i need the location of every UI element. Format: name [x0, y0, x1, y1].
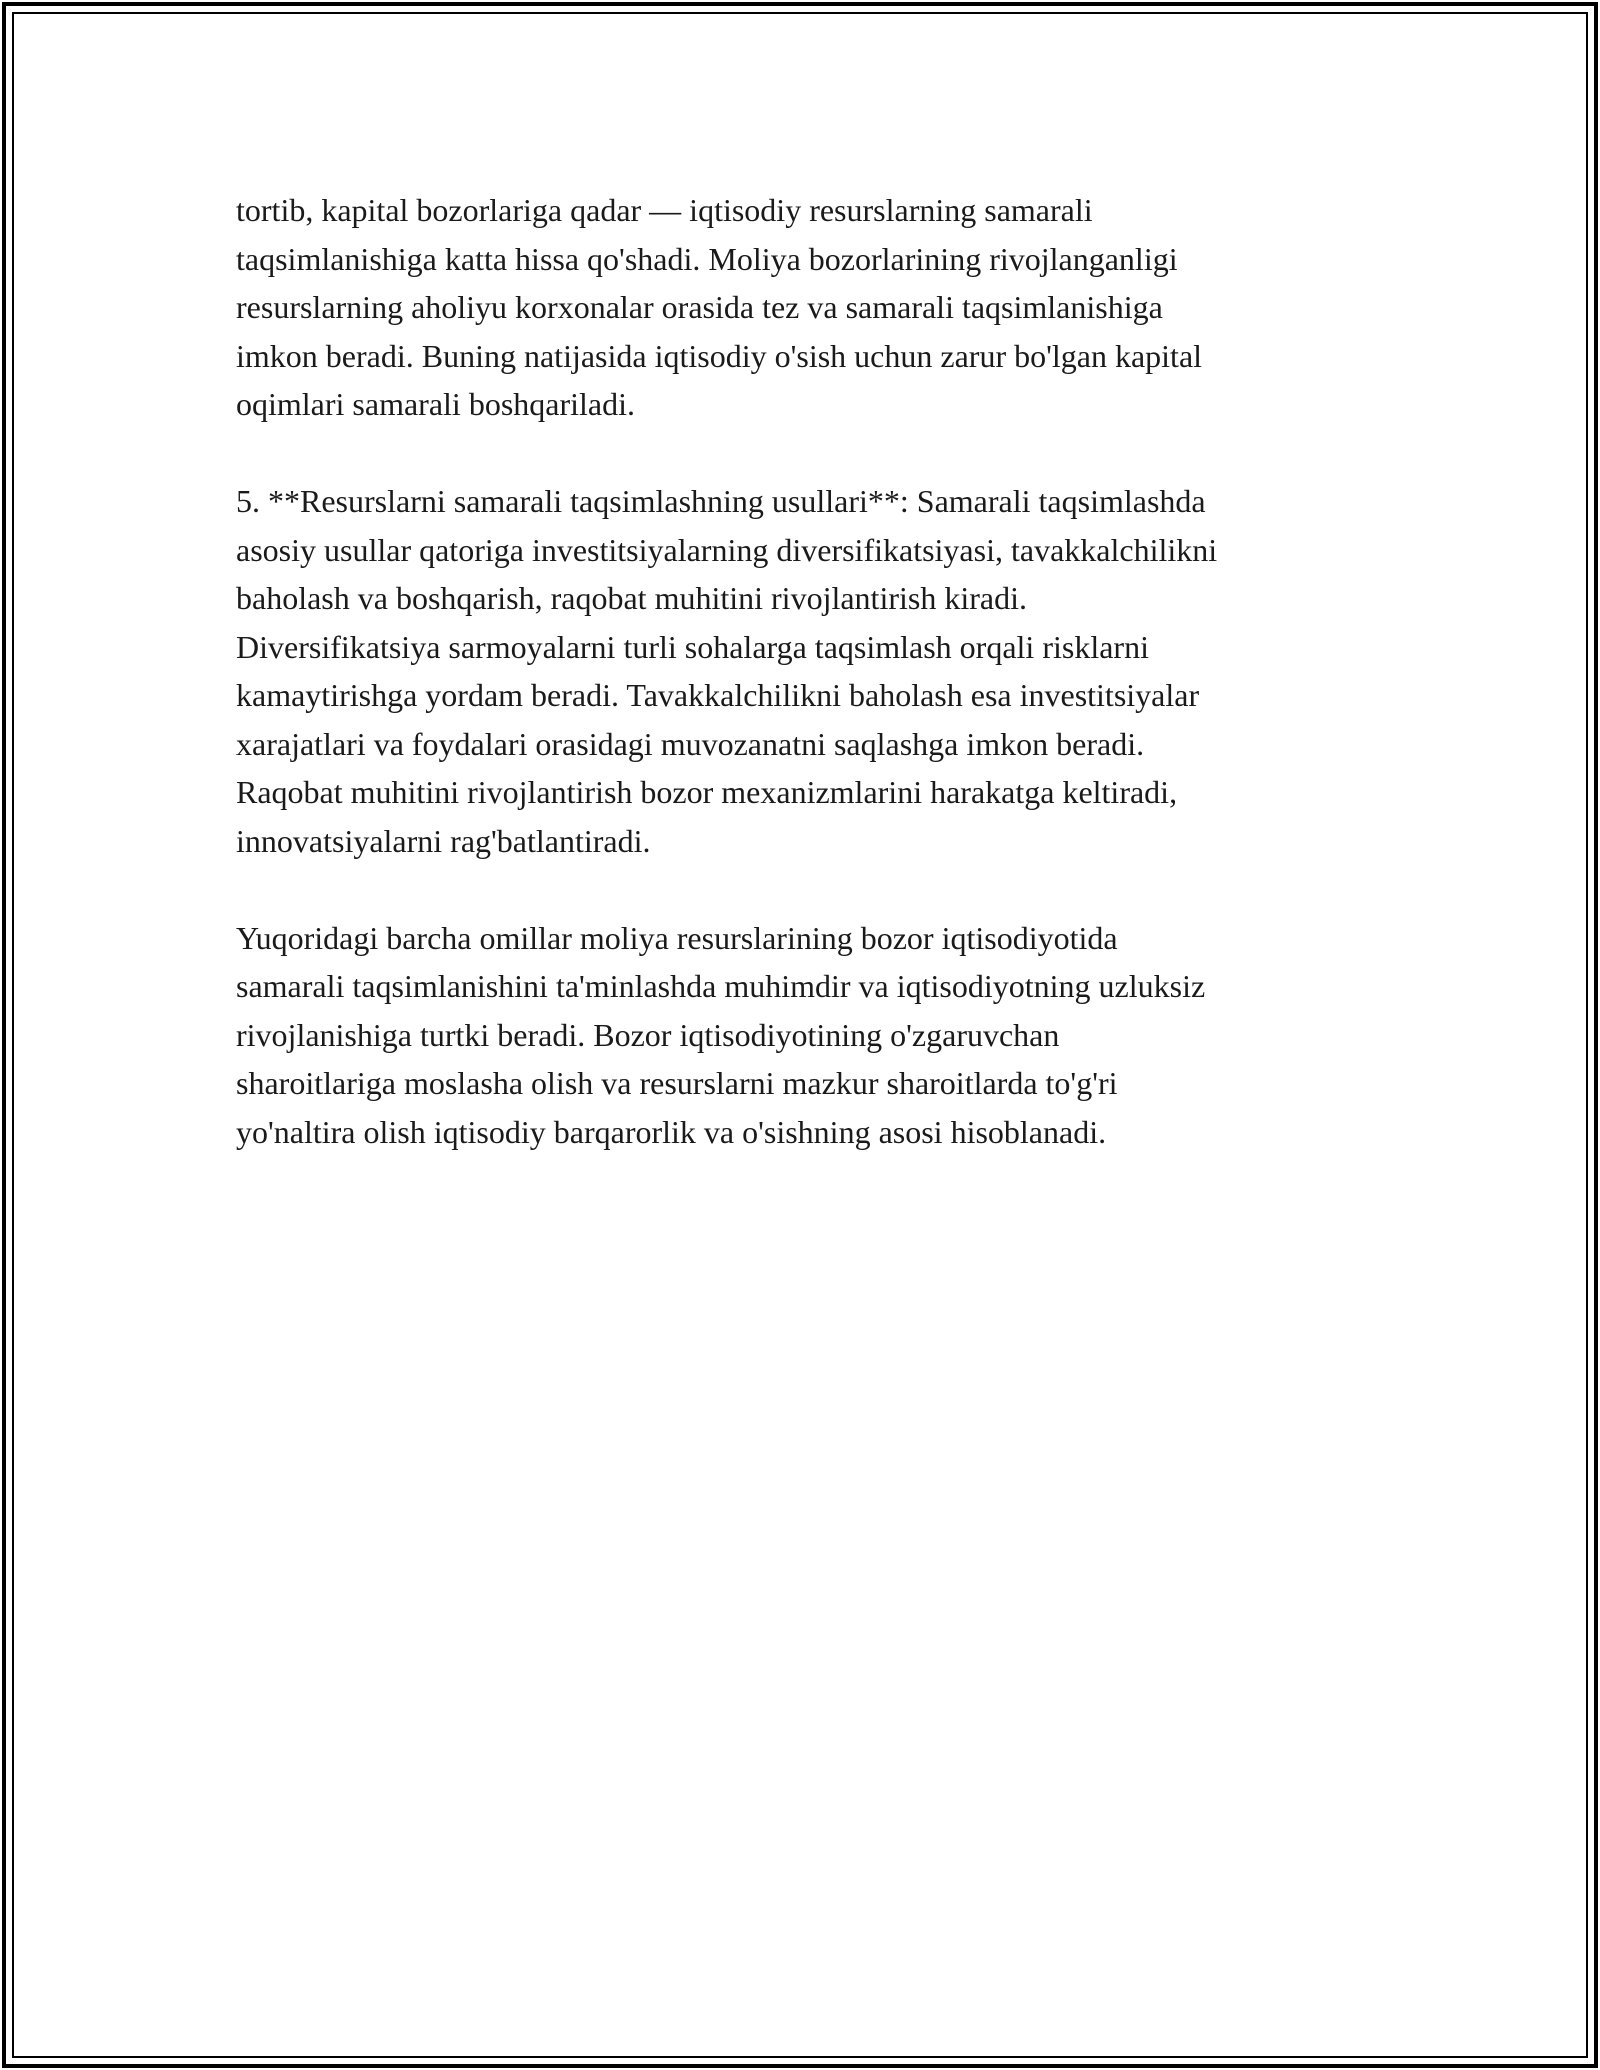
- text-line: 5. **Resurslarni samarali taqsimlashning usullari**: Samarali taqsimlashda: [236, 483, 1206, 519]
- text-line: sharoitlariga moslasha olish va resurslarni mazkur sharoitlarda to'g'ri: [236, 1065, 1118, 1101]
- text-line: asosiy usullar qatoriga investitsiyalarning diversifikatsiyasi, tavakkalchilikni: [236, 531, 1218, 568]
- text-line: oqimlari samarali boshqariladi.: [236, 386, 635, 422]
- text-line: Raqobat muhitini rivojlantirish bozor mexanizmlarini harakatga keltiradi,: [236, 774, 1178, 810]
- text-line: tortib, kapital bozorlariga qadar — iqtisodiy resurslarning samarali: [236, 192, 1093, 228]
- text-line: kamaytirishga yordam beradi. Tavakkalchilikni baholash esa investitsiyalar: [236, 677, 1200, 713]
- text-line: rivojlanishiga turtki beradi. Bozor iqtisodiyotining o'zgaruvchan: [236, 1016, 1060, 1053]
- document-body: [236, 186, 1376, 1205]
- text-line: taqsimlanishiga katta hissa qo'shadi. Moliya bozorlarining rivojlanganligi: [236, 240, 1178, 277]
- paragraph-2: [236, 477, 1376, 865]
- text-line: imkon beradi. Buning natijasida iqtisodiy o'sish uchun zarur bo'lgan kapital: [236, 337, 1203, 374]
- text-line: resurslarning aholiyu korxonalar orasida tez va samarali taqsimlanishiga: [236, 289, 1163, 325]
- paragraph-1: [236, 186, 1376, 429]
- text-line: Diversifikatsiya sarmoyalarni turli sohalarga taqsimlash orqali risklarni: [236, 628, 1149, 665]
- text-line: xarajatlari va foydalari orasidagi muvozanatni saqlashga imkon beradi.: [236, 725, 1145, 762]
- text-line: baholash va boshqarish, raqobat muhitini rivojlantirish kiradi.: [236, 580, 1027, 616]
- text-line: Yuqoridagi barcha omillar moliya resurslarining bozor iqtisodiyotida: [236, 919, 1118, 956]
- text-line: innovatsiyalarni rag'batlantiradi.: [236, 822, 651, 859]
- text-line: samarali taqsimlanishini ta'minlashda muhimdir va iqtisodiyotning uzluksiz: [236, 968, 1206, 1004]
- paragraph-3: [236, 914, 1376, 1157]
- text-line: yo'naltira olish iqtisodiy barqarorlik va o'sishning asosi hisoblanadi.: [236, 1113, 1107, 1150]
